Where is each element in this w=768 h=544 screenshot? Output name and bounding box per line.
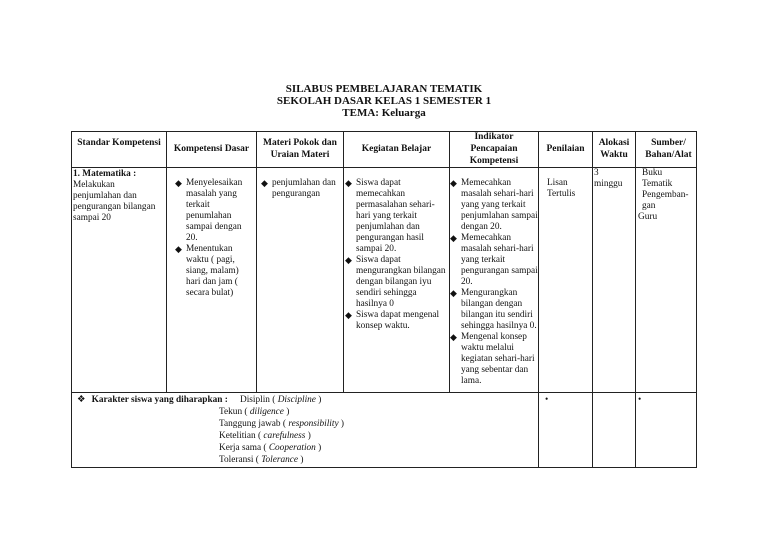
sumber-item: gan	[642, 201, 656, 211]
bullet-icon: ◆	[450, 332, 457, 342]
standar-text: Melakukan penjumlahan dan pengurangan bilangan sampai 20	[73, 180, 156, 223]
list-item: ◆ Menentukan waktu ( pagi, siang, malam) hari dan jam ( secara bulat)	[175, 244, 239, 298]
sumber-bullet: •	[638, 395, 642, 405]
sumber-item: Buku	[642, 168, 663, 178]
bullet-icon: ◆	[175, 244, 182, 254]
karakter-item: Toleransi ( Tolerance )	[219, 455, 304, 465]
list-item: ◆ penjumlahan dan pengurangan	[261, 178, 336, 199]
karakter-label: ❖ Karakter siswa yang diharapkan :	[77, 395, 228, 405]
sumber-item: Pengemban-	[642, 190, 689, 200]
header-penilaian: Penilaian	[546, 144, 585, 154]
bullet-icon: ◆	[450, 233, 457, 243]
karakter-item: Tanggung jawab ( responsibility )	[219, 419, 345, 429]
list-item: ◆ Siswa dapat memecahkan permasalahan sehari-hari yang terkait penjumlahan dan pengurangan hasil sampai 20.	[345, 178, 435, 254]
materi-cell	[261, 178, 341, 200]
standar-title: 1. Matematika :	[73, 169, 137, 179]
alokasi-unit: minggu	[594, 179, 623, 189]
header-indikator: Indikator Pencapaian Kompetensi	[469, 132, 519, 166]
list-item: ◆ Menyelesaikan masalah yang terkait penumlahan sampai dengan 20.	[175, 178, 243, 243]
bullet-icon: ◆	[261, 178, 268, 188]
indikator-cell	[450, 178, 538, 387]
bullet-icon: ◆	[175, 178, 182, 188]
standar-cell	[73, 169, 165, 224]
list-item: ◆ Memecahkan masalah sehari-hari yang terkait pengurangan sampai 20.	[450, 233, 538, 287]
page-title-line1: SILABUS PEMBELAJARAN TEMATIK	[285, 83, 483, 95]
penilaian-item: Lisan	[547, 178, 568, 188]
penilaian-bullet: •	[545, 395, 549, 405]
karakter-item: Disiplin ( Discipline )	[240, 395, 322, 405]
alokasi-cell	[594, 168, 634, 190]
penilaian-item: Tertulis	[547, 189, 576, 199]
header-standar: Standar Kompetensi	[77, 138, 161, 148]
header-kegiatan: Kegiatan Belajar	[361, 144, 432, 154]
alokasi-value: 3	[594, 168, 599, 178]
bullet-icon: ◆	[345, 255, 352, 265]
diamond-bullet-icon: ❖	[77, 395, 86, 405]
kegiatan-cell	[345, 178, 446, 332]
karakter-item: Ketelitian ( carefulness )	[219, 431, 311, 441]
bullet-icon: ◆	[345, 310, 352, 320]
bullet-icon: ◆	[345, 178, 352, 188]
page-title-line3: TEMA: Keluarga	[342, 107, 426, 119]
list-item: ◆ Memecahkan masalah sehari-hari yang yang terkait penjumlahan sampai dengan 20.	[450, 178, 538, 232]
header-materi: Materi Pokok dan Uraian Materi	[263, 138, 337, 160]
header-sumber: Sumber/ Bahan/Alat	[645, 138, 692, 160]
bullet-icon: ◆	[450, 288, 457, 298]
list-item: ◆ Siswa dapat mengenal konsep waktu.	[345, 310, 440, 331]
bullet-icon: ◆	[450, 178, 457, 188]
header-alokasi: Alokasi Waktu	[598, 138, 630, 160]
sumber-item: Guru	[638, 212, 658, 222]
karakter-item: Tekun ( diligence )	[219, 407, 290, 417]
kd-cell	[175, 178, 253, 299]
header-kompetensi-dasar: Kompetensi Dasar	[173, 144, 250, 154]
list-item: ◆ Mengurangkan bilangan dengan bilangan itu sendiri sehingga hasilnya 0.	[450, 288, 537, 331]
list-item: ◆ Siswa dapat mengurangkan bilangan dengan bilangan iyu sendiri sehingga hasilnya 0	[345, 255, 446, 309]
syllabus-table	[71, 131, 697, 468]
page-title-line2: SEKOLAH DASAR KELAS 1 SEMESTER 1	[276, 95, 492, 107]
sumber-item: Tematik	[642, 179, 673, 189]
penilaian-cell	[547, 178, 591, 200]
list-item: ◆ Mengenal konsep waktu melalui kegiatan sehari-hari yang sebentar dan lama.	[450, 332, 535, 386]
karakter-item: Kerja sama ( Cooperation )	[219, 443, 322, 453]
sumber-cell	[638, 168, 694, 223]
